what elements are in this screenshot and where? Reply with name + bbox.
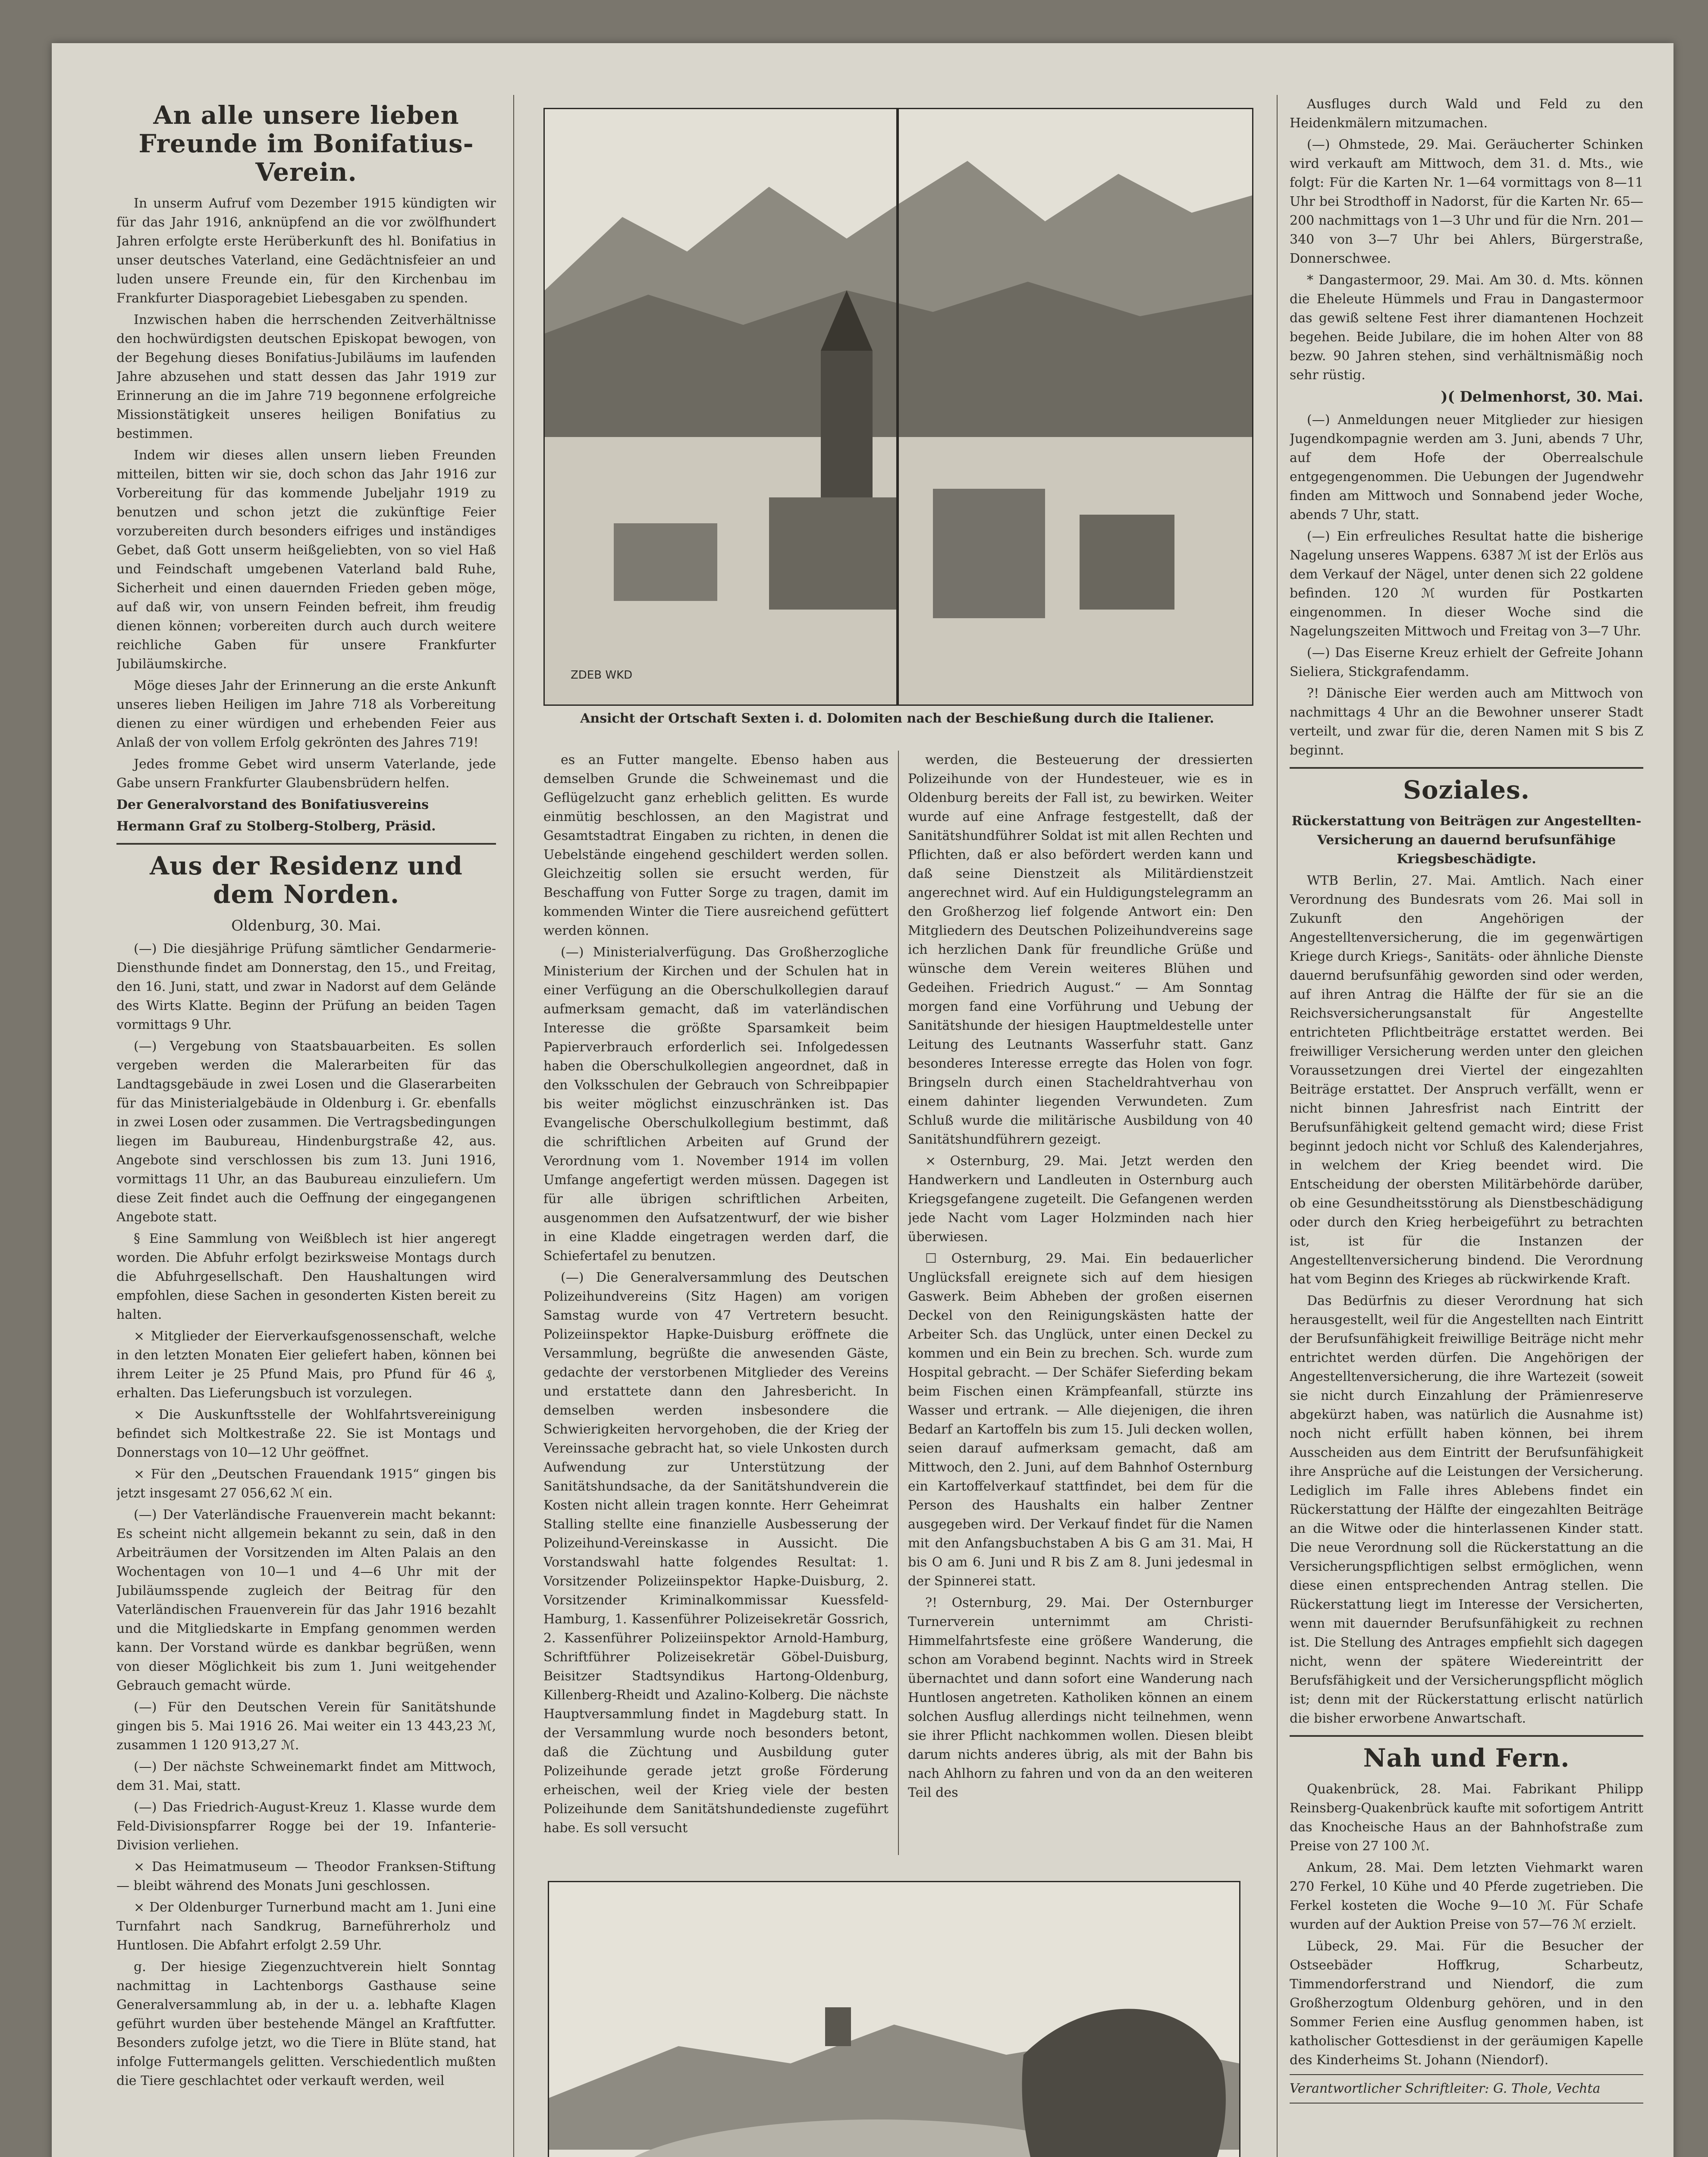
residenz-news-items (116, 940, 496, 2091)
illustration-sexten (543, 108, 1253, 706)
news-item: (—) Die diesjährige Prüfung sämtlicher Gendarmerie-Diensthunde findet am Donnerstag, den 15., und Freitag, den 16. Juni, statt, und zwar in Nadorst auf dem Gelände des Wirts Klatte. Beginn der Prüfung an beiden Tagen vormittags 9 Uhr. (116, 941, 496, 1032)
article-paragraph: Inzwischen haben die herrschenden Zeitverhältnisse den hochwürdigsten deutschen Episkopat bewogen, von der Begehung dieses Bonifatius-Jubiläums im laufenden Jahre abzusehen und statt dessen das Jahr 1919 zur Erinnerung an die im Jahre 719 begonnene erfolgreiche Missionstätigkeit unseres heiligen Bonifatius zu bestimmen. (116, 312, 496, 441)
news-item: × Der Oldenburger Turnerbund macht am 1. Juni eine Turnfahrt nach Sandkrug, Barneführerholz und Huntlosen. Die Abfahrt erfolgt 2.59 Uhr. (116, 1900, 496, 1953)
news-item: (—) Anmeldungen neuer Mitglieder zur hiesigen Jugendkompagnie werden am 3. Juni, abends 7 Uhr, auf dem Hofe der Oberrealschule entgegengenommen. Die Uebungen der Jugendwehr finden am Mittwoch und Sonnabend jeder Woche, abends 7 Uhr, statt. (1290, 412, 1643, 522)
news-item: Lübeck, 29. Mai. Für die Besucher der Ostseebäder Hoffkrug, Scharbeutz, Timmendorferstrand und Niendorf, die zum Großherzogtum Oldenburg gehören, und in den Sommer Ferien eine Ausflug genommen haben, ist katholischer Gottesdienst in der geräumigen Kapelle des Kinderheims St. Johann (Niendorf). (1290, 1939, 1643, 2068)
news-item: (—) Der nächste Schweinemarkt findet am Mittwoch, dem 31. Mai, statt. (116, 1759, 496, 1793)
column-4 (1290, 95, 1643, 2157)
news-item: Quakenbrück, 28. Mai. Fabrikant Philipp Reinsberg-Quakenbrück kaufte mit sofortigem Antritt das Knocheische Haus an der Bahnhofstraße zum Preise von 27 100 ℳ. (1290, 1782, 1643, 1854)
article-paragraph: (—) Die Generalversammlung des Deutschen Polizeihundvereins (Sitz Hagen) am vorigen Samstag wurde von 47 Vertretern besucht. Polizeiinspektor Hapke-Duisburg eröffnete die Versammlung, begrüßte die anwesenden Gäste, gedachte der verstorbenen Mitglieder des Vereins und erstattete dann den Jahresbericht. In demselben werden insbesondere die Schwierigkeiten hervorgehoben, die der Krieg der Vereinssache gebracht hat, so viele Unkosten durch Aufwendung zur Unterstützung der Sanitätshundsache, da der Sanitätshundverein die Kosten nicht allein tragen konnte. Herr Geheimrat Stalling stellte eine finanzielle Ausbesserung der Polizeihund-Vereinskasse in Aussicht. Die Vorstandswahl hatte folgendes Resultat: 1. Vorsitzender Polizeiinspektor Hapke-Duisburg, 2. Vorsitzender Kriminalkommissar Kuessfeld-Hamburg, 1. Kassenführer Polizeisekretär Gossrich, 2. Kassenführer Polizeiinspektor Arnold-Hamburg, Schriftführer Polizeisekretär Göbel-Duisburg, Beisitzer Stadtsyndikus Hartong-Oldenburg, Killenberg-Rheidt und Azalino-Kolberg. Die nächste Hauptversammlung findet in Magdeburg statt. In der Versammlung wurde noch besonders betont, daß die Züchtung und Ausbildung guter Polizeihunde gerade jetzt große Förderung erheischen, weil der Krieg viele der besten Polizeihunde dem Sanitätshundedienste zugeführt habe. Es soll versucht (543, 1270, 889, 1836)
divider (1290, 767, 1643, 769)
divider (1290, 2103, 1643, 2104)
news-item: Ausfluges durch Wald und Feld zu den Heidenkmälern mitzumachen. (1290, 97, 1643, 131)
bonifatius-article (116, 194, 496, 793)
news-item: (—) Das Eiserne Kreuz erhielt der Gefreite Johann Sieliera, Stickgrafendamm. (1290, 645, 1643, 679)
news-item: g. Der hiesige Ziegenzuchtverein hielt Sonntag nachmittag in Lachtenborgs Gasthause seine Generalversammlung ab, in der u. a. lebhafte Klagen geführt wurden über bestehende Mängel an Kraftfutter. Besonders zufolge jetzt, wo die Tiere in Blüte stand, hat infolge Futtermangels gelitten. Verschiedentlich mußten die Tiere geschlachtet oder verkauft werden, weil (116, 1959, 496, 2088)
soziales-article (1290, 871, 1643, 1728)
column-1 (116, 95, 496, 2157)
delmenhorst-news (1290, 411, 1643, 760)
news-item: × Die Auskunftsstelle der Wohlfahrtsvereinigung befindet sich Moltkestraße 22. Sie ist Montags und Donnerstags von 10—12 Uhr geöffnet. (116, 1407, 496, 1460)
section-title-residenz: Aus der Residenz und dem Norden. (150, 851, 463, 909)
divider (1290, 2074, 1643, 2075)
news-item: ?! Dänische Eier werden auch am Mittwoch von nachmittags 4 Uhr an die Bewohner unserer Stadt verteilt, und zwar für die, deren Namen mit S bis Z beginnt. (1290, 686, 1643, 758)
column-2 (543, 751, 889, 1855)
nah-und-fern-articles (1290, 1780, 1643, 2070)
divider (1290, 1735, 1643, 1737)
article-paragraph: In unserm Aufruf vom Dezember 1915 kündigten wir für das Jahr 1916, anknüpfend an die vor zwölfhundert Jahren erfolgte erste Herüberkunft des hl. Bonifatius in unser deutsches Vaterland, eine Gedächtnisfeier an und luden unsere Freunde ein, für den Kirchenbau im Frankfurter Diasporagebiet Liebesgaben zu spenden. (116, 196, 496, 306)
article-paragraph: Das Bedürfnis zu dieser Verordnung hat sich herausgestellt, weil für die Angestellten nach Eintritt der Berufsunfähigkeit freiwillige Beiträge nicht mehr entrichtet werden dürfen. Die Angehörigen der Angestelltenversicherung, die ihre Wartezeit (soweit sie nicht durch Einzahlung der Prämienreserve abgekürzt haben, was natürlich die Ausnahme ist) noch nicht erfüllt haben können, bei ihrem Ausscheiden aus dem Eintritt der Berufsunfähigkeit ihre Ansprüche auf die Leistungen der Versicherung. Lediglich im Falle ihres Ablebens findet ein Rückerstattung der Hälfte der eingezahlten Beiträge an die Witwe oder die hinterlassenen Kinder statt. Die neue Verordnung soll die Rückerstattung an die Versicherungspflichtigen selbst ermöglichen, wenn diese einen entsprechenden Antrag stellen. Die Rückerstattung liegt im Interesse der Versicherten, wenn mit dauernder Berufsunfähigkeit zu rechnen ist. Die Stellung des Antrages empfiehlt sich dagegen nicht, wenn der spätere Wiedereintritt der Berufsfähigkeit und der Versicherungspflicht möglich ist; denn mit der Rückerstattung erlischt natürlich die bisher erworbene Anwartschaft. (1290, 1293, 1643, 1726)
illustration-signature: ZDEB WKD (571, 669, 633, 682)
section-title-soziales: Soziales. (1403, 775, 1530, 805)
sexten-drawing (545, 109, 1252, 704)
article-paragraph: Möge dieses Jahr der Erinnerung an die erste Ankunft unseres lieben Heiligen im Jahre 718 als Vorbereitung dienen zu einer würdigen und erhebenden Feier aus Anlaß der von vollem Erfolg gekrönten des Jahres 719! (116, 678, 496, 750)
editor-line: Verantwortlicher Schriftleiter: G. Thole, Vechta (1290, 2081, 1601, 2096)
column-2-articles (543, 751, 889, 1838)
dateline-delmenhorst: )( Delmenhorst, 30. Mai. (1441, 388, 1643, 406)
section-title-nah-und-fern: Nah und Fern. (1363, 1743, 1570, 1773)
article-paragraph: Indem wir dieses allen unsern lieben Freunden mitteilen, bitten wir sie, doch schon das Jahr 1916 zur Vorbereitung für das kommende Jubeljahr 1919 zu benutzen und schon jetzt die zukünftige Feier vorzubereiten durch besonders eifriges und inständiges Gebet, daß Gott unserm heißgeliebten, von so viel Haß und Feindschaft umgebenen Vaterland bald Ruhe, Sicherheit und einen dauernden Frieden geben möge, auf daß wir, von unsern Feinden befreit, ihm freudig dienen können; vorbereiten durch auch durch weitere reichliche Gaben für unsere Frankfurter Jubiläumskirche. (116, 448, 496, 672)
column-3-articles (908, 751, 1253, 1802)
headline-bonifatius: An alle unsere lieben Freunde im Bonifatius-Verein. (138, 101, 474, 187)
caption-sexten: Ansicht der Ortschaft Sexten i. d. Dolomiten nach der Beschießung durch die Italiener. (580, 711, 1214, 726)
news-item: × Mitglieder der Eierverkaufsgenossenschaft, welche in den letzten Monaten Eier geliefert haben, können bei ihrem Leiter je 25 Pfund Mais, pro Pfund für 46 ₰, erhalten. Das Lieferungsbuch ist vorzulegen. (116, 1329, 496, 1401)
news-item: § Eine Sammlung von Weißblech ist hier angeregt worden. Die Abfuhr erfolgt bezirksweise Montags durch die Abfuhrgesellschaft. Den Haushaltungen wird empfohlen, diese Sachen in gesonderten Kisten bereit zu halten. (116, 1231, 496, 1322)
news-item: × Das Heimatmuseum — Theodor Franksen-Stiftung — bleibt während des Monats Juni geschlossen. (116, 1859, 496, 1893)
signature-stolberg: Hermann Graf zu Stolberg-Stolberg, Präsid. (116, 819, 436, 834)
news-item: (—) Ohmstede, 29. Mai. Geräucherter Schinken wird verkauft am Mittwoch, dem 31. d. Mts., wie folgt: Für die Karten Nr. 1—64 vormittags von 8—11 Uhr bei Strodthoff in Nadorst, für die Karten Nr. 65—200 nachmittags von 1—3 Uhr und für die Nrn. 201—340 von 3—7 Uhr bei Ahlers, Bürgerstraße, Donnerschwee. (1290, 137, 1643, 266)
dateline-oldenburg: Oldenburg, 30. Mai. (231, 917, 381, 934)
article-paragraph: WTB Berlin, 27. Mai. Amtlich. Nach einer Verordnung des Bundesrats vom 26. Mai soll in Zukunft den Angehörigen der Angestelltenversicherung, die im gegenwärtigen Kriege durch Kriegs-, Sanitäts- oder ähnliche Dienste dauernd berufsunfähig geworden sind oder werden, auf ihren Antrag die Hälfte der für sie an die Reichsversicherungsanstalt für Angestellte entrichteten Pflichtbeiträge erstattet werden. Bei freiwilliger Versicherung werden unter den gleichen Voraussetzungen drei Viertel der eingezahlten Beiträge erstattet. Der Anspruch verfällt, wenn er nicht binnen Jahresfrist nach Eintritt der Berufsunfähigkeit geltend gemacht wird; diese Frist beginnt jedoch nicht vor Schluß des Kalenderjahres, in welchem der Krieg beendet wird. Die Entscheidung der obersten Militärbehörde darüber, ob eine Gesundheitsstörung als Dienstbeschädigung oder durch den Krieg herbeigeführt zu betrachten ist, ist für die Instanzen der Angestelltenversicherung bindend. Die Verordnung hat vom Beginn des Krieges ab rückwirkende Kraft. (1290, 873, 1643, 1287)
article-paragraph: (—) Ministerialverfügung. Das Großherzogliche Ministerium der Kirchen und der Schulen hat in einer Verfügung an die Oberschulkollegien darauf aufmerksam gemacht, daß im vaterländischen Interesse die größte Sparsamkeit beim Papierverbrauch erforderlich sei. Infolgedessen haben die Oberschulkollegien angeordnet, daß in den Volksschulen der Gebrauch von Schreibpapier bis weiter möglichst einzuschränken ist. Das Evangelische Oberschulkollegium bestimmt, daß die schriftlichen Arbeiten auf Grund der Verordnung vom 1. November 1914 im vollen Umfange angefertigt werden müssen. Dagegen ist für alle übrigen schriftlichen Arbeiten, ausgenommen den Aufsatzentwurf, der wie bisher in eine Kladde eingetragen werden darf, die Schiefertafel zu benutzen. (543, 945, 889, 1264)
news-item: (—) Der Vaterländische Frauenverein macht bekannt: Es scheint nicht allgemein bekannt zu sein, daß in den Arbeiträumen der Vorsitzenden im Alten Palais an den Wochentagen von 10—1 und 4—6 Uhr mit der Jubiläumsspende zugleich der Beitrag für den Vaterländischen Frauenverein für das Jahr 1916 bezahlt und die Mitgliedskarte in Empfang genommen werden kann. Der Vorstand würde es dankbar begrüßen, wenn von dieser Möglichkeit bis zum 1. Juni weitgehender Gebrauch gemacht würde. (116, 1507, 496, 1693)
illustration-latrach (548, 1881, 1240, 2157)
latrach-drawing (549, 1882, 1239, 2157)
news-item: Ankum, 28. Mai. Dem letzten Viehmarkt waren 270 Ferkel, 10 Kühe und 40 Pferde zugetrieben. Die Ferkel kosteten die Woche 9—10 ℳ. Für Schafe wurden auf der Auktion Preise von 57—76 ℳ erzielt. (1290, 1860, 1643, 1932)
news-item: * Dangastermoor, 29. Mai. Am 30. d. Mts. können die Eheleute Hümmels und Frau in Dangastermoor das gewiß seltene Fest ihrer diamantenen Hochzeit begehen. Beide Jubilare, die im hohen Alter von 88 bezw. 90 Jahren stehen, sind verhältnismäßig noch sehr rüstig. (1290, 273, 1643, 383)
article-paragraph: ?! Osternburg, 29. Mai. Der Osternburger Turnerverein unternimmt am Christi-Himmelfahrtsfeste eine größere Wanderung, die schon am Vorabend beginnt. Nachts wird in Streek übernachtet und dann sofort eine Wanderung nach Huntlosen angetreten. Katholiken können an einem solchen Ausflug allerdings nicht teilnehmen, wenn sie ihrer Pflicht nachkommen wollen. Diesen bleibt darum nichts anderes übrig, als mit der Bahn bis nach Ahlhorn zu fahren und von da an den weiteren Teil des (908, 1595, 1253, 1800)
news-item: (—) Ein erfreuliches Resultat hatte die bisherige Nagelung unseres Wappens. 6387 ℳ ist der Erlös aus dem Verkauf der Nägel, unter denen sich 22 goldene befinden. 120 ℳ wurden für Postkarten eingenommen. In dieser Woche sind die Nagelungszeiten Mittwoch und Freitag von 3—7 Uhr. (1290, 529, 1643, 639)
article-paragraph: × Osternburg, 29. Mai. Jetzt werden den Handwerkern und Landleuten in Osternburg auch Kriegsgefangene zugeteilt. Die Gefangenen werden jede Nacht vom Lager Holzminden nach hier überwiesen. (908, 1154, 1253, 1245)
news-item: (—) Für den Deutschen Verein für Sanitätshunde gingen bis 5. Mai 1916 26. Mai weiter ein 13 443,23 ℳ, zusammen 1 120 913,27 ℳ. (116, 1700, 496, 1753)
column-3 (908, 751, 1253, 1855)
column-rule (898, 751, 899, 1855)
article-paragraph: werden, die Besteuerung der dressierten Polizeihunde von der Hundesteuer, wie es in Oldenburg bereits der Fall ist, zu bewirken. Weiter wurde auf eine Anfrage festgestellt, daß der Sanitätshundführer Soldat ist mit allen Rechten und Pflichten, daß er also befördert werden kann und daß seine Dienstzeit als Militärdienstzeit angerechnet wird. Auf ein Huldigungstelegramm an den Großherzog lief folgende Antwort ein: Den Mitgliedern des Deutschen Polizeihundvereins sage ich herzlichen Dank für freundliche Grüße und wünsche dem Verein weiteres Blühen und Gedeihen. Friedrich August.“ — Am Sonntag morgen fand eine Vorführung und Uebung der Sanitätshunde der hiesigen Hauptmeldestelle unter Leitung des Leutnants Wasserfuhr statt. Ganz besonderes Interesse erregte das Holen von fogr. Bringseln durch einen Stacheldrahtverhau von einem dahinter liegenden Verwundeten. Zum Schluß wurde die militärische Ausbildung von 40 Sanitätshundführern gezeigt. (908, 752, 1253, 1147)
soziales-subheading: Rückerstattung von Beiträgen zur Angestellten-Versicherung an dauernd berufsunfähige Kriegsbeschädigte. (1291, 814, 1642, 867)
news-item: (—) Vergebung von Staatsbauarbeiten. Es sollen vergeben werden die Malerarbeiten für das Landtagsgebäude in zwei Losen und die Glaserarbeiten für das Ministerialgebäude in Oldenburg i. Gr. ebenfalls in zwei Losen oder zusammen. Die Vertragsbedingungen liegen im Baubureau, Hindenburgstraße 42, aus. Angebote sind verschlossen bis zum 13. Juni 1916, vormittags 11 Uhr, an das Baubureau einzuliefern. Um diese Zeit findet auch die Oeffnung der eingegangenen Angebote statt. (116, 1039, 496, 1225)
column-rule (513, 95, 514, 2157)
signature-generalvorstand: Der Generalvorstand des Bonifatiusvereins (116, 797, 429, 812)
column-rule (1277, 95, 1278, 2157)
article-paragraph: ☐ Osternburg, 29. Mai. Ein bedauerlicher Unglücksfall ereignete sich auf dem hiesigen Gaswerk. Beim Abheben der großen eisernen Deckel von den Reinigungskästen hatte der Arbeiter Sch. das Unglück, unter einen Deckel zu kommen und ein Bein zu brechen. Sch. wurde zum Hospital gebracht. — Der Schäfer Sieferding bekam beim Fischen einen Krämpfeanfall, stürzte ins Wasser und ertrank. — Alle diejenigen, die ihren Bedarf an Kartoffeln bis zum 15. Juli decken wollen, seien darauf aufmerksam gemacht, daß am Mittwoch, den 2. Juni, auf dem Bahnhof Osternburg ein Kartoffelverkauf stattfindet, bei dem für die Person des Haushalts ein halber Zentner ausgegeben wird. Der Verkauf findet für die Namen mit den Anfangsbuchstaben A bis G am 31. Mai, H bis O am 6. Juni und R bis Z am 8. Juni jedesmal in der Spinnerei statt. (908, 1251, 1253, 1589)
news-item: (—) Das Friedrich-August-Kreuz 1. Klasse wurde dem Feld-Divisionspfarrer Rogge bei der 19. Infanterie-Division verliehen. (116, 1800, 496, 1853)
article-paragraph: es an Futter mangelte. Ebenso haben aus demselben Grunde die Schweinemast und die Geflügelzucht ganz erheblich gelitten. Es wurde einmütig beschlossen, an den Magistrat und Gesamtstadtrat Eingaben zu richten, in denen die Uebelstände eingehend geschildert werden sollen. Gleichzeitig sollen sie ersucht werden, für Beschaffung von Futter Sorge zu tragen, damit im kommenden Winter die Tiere ausreichend gefüttert werden können. (543, 752, 889, 938)
news-item: × Für den „Deutschen Frauendank 1915“ gingen bis jetzt insgesamt 27 056,62 ℳ ein. (116, 1467, 496, 1501)
article-paragraph: Jedes fromme Gebet wird unserm Vaterlande, jede Gabe unsern Frankfurter Glaubensbrüdern helfen. (116, 757, 496, 791)
divider (116, 843, 496, 845)
column-4-top-news (1290, 95, 1643, 385)
newspaper-page (52, 43, 1673, 2157)
